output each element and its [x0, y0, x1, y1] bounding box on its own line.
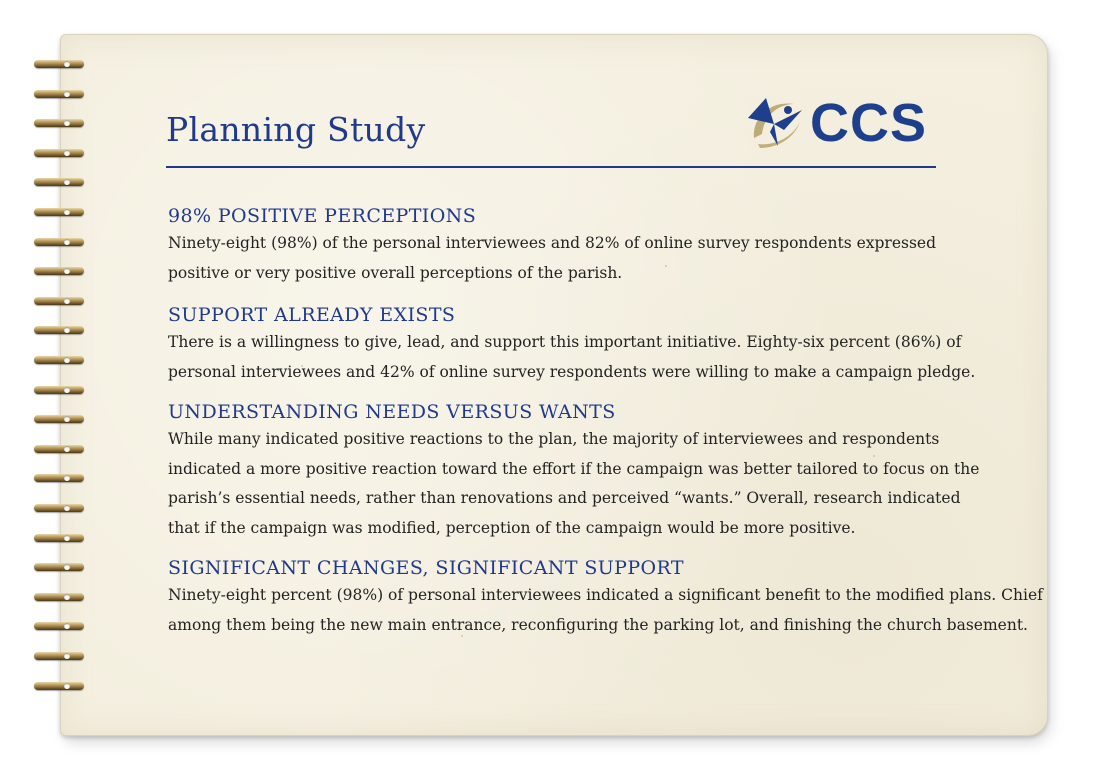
binding-hole [64, 505, 70, 511]
section-heading: SIGNIFICANT CHANGES, SIGNIFICANT SUPPORT [168, 557, 684, 579]
spiral-binding [34, 60, 86, 720]
spiral-wire [34, 504, 84, 512]
spiral-ring [34, 652, 84, 662]
title-divider [166, 166, 936, 168]
section-needs-versus-wants [168, 399, 1008, 543]
spiral-wire [34, 622, 84, 630]
spiral-ring [34, 149, 84, 159]
spiral-ring [34, 445, 84, 455]
ccs-bird-emblem-icon [744, 94, 808, 152]
spiral-ring [34, 534, 84, 544]
binding-hole [64, 150, 70, 156]
spiral-ring [34, 415, 84, 425]
spiral-ring [34, 326, 84, 336]
spiral-wire [34, 326, 84, 334]
spiral-wire [34, 208, 84, 216]
spiral-ring [34, 622, 84, 632]
binding-hole [64, 298, 70, 304]
page-title: Planning Study [166, 110, 426, 149]
binding-hole [64, 209, 70, 215]
spiral-wire [34, 386, 84, 394]
binding-hole [64, 535, 70, 541]
body-line: indicated a more positive reaction toward the effort if the campaign was better tailored to focus on the [168, 459, 980, 478]
body-line: parish’s essential needs, rather than renovations and perceived “wants.” Overall, research indicated [168, 489, 961, 507]
spiral-ring [34, 563, 84, 573]
spiral-wire [34, 297, 84, 305]
binding-hole [64, 653, 70, 659]
spiral-wire [34, 593, 84, 601]
section-body [168, 425, 1008, 543]
logo-text: CCS [810, 93, 928, 153]
body-line: While many indicated positive reactions to the plan, the majority of interviewees and respondents [168, 430, 940, 448]
spiral-ring [34, 356, 84, 366]
spiral-ring [34, 60, 84, 70]
spiral-wire [34, 149, 84, 157]
spiral-wire [34, 415, 84, 423]
spiral-wire [34, 119, 84, 127]
binding-hole [64, 683, 70, 689]
spiral-ring [34, 90, 84, 100]
section-body [168, 229, 1008, 288]
section-body [168, 328, 1008, 387]
section-significant-support [168, 555, 1043, 640]
spiral-wire [34, 356, 84, 364]
binding-hole [64, 594, 70, 600]
section-positive-perceptions [168, 203, 1008, 288]
spiral-ring [34, 504, 84, 514]
section-body [168, 581, 1043, 640]
spiral-wire [34, 90, 84, 98]
spiral-ring [34, 119, 84, 129]
body-line: There is a willingness to give, lead, and support this important initiative. Eighty-six percent (86%) of [168, 333, 962, 351]
spiral-wire [34, 563, 84, 571]
spiral-wire [34, 267, 84, 275]
body-line: Ninety-eight percent (98%) of personal interviewees indicated a significant benefit to the modified plans. Chief [168, 586, 1043, 604]
spiral-wire [34, 238, 84, 246]
spiral-ring [34, 238, 84, 248]
spiral-wire [34, 652, 84, 660]
body-line: that if the campaign was modified, perception of the campaign would be more positive. [168, 518, 856, 537]
spiral-ring [34, 474, 84, 484]
binding-hole [64, 357, 70, 363]
body-line: positive or very positive overall perceptions of the parish. [168, 263, 623, 282]
body-line: personal interviewees and 42% of online survey respondents were willing to make a campaign pledge. [168, 362, 976, 381]
section-support-exists [168, 302, 1008, 387]
section-heading: 98% POSITIVE PERCEPTIONS [168, 205, 477, 227]
spiral-wire [34, 178, 84, 186]
binding-hole [64, 91, 70, 97]
body-line: Ninety-eight (98%) of the personal interviewees and 82% of online survey respondents expressed [168, 234, 936, 252]
spiral-wire [34, 682, 84, 690]
spiral-wire [34, 474, 84, 482]
binding-hole [64, 446, 70, 452]
spiral-ring [34, 208, 84, 218]
spiral-wire [34, 60, 84, 68]
spiral-ring [34, 386, 84, 396]
spiral-ring [34, 593, 84, 603]
binding-hole [64, 387, 70, 393]
body-line: among them being the new main entrance, reconfiguring the parking lot, and finishing the church basement. [168, 615, 1028, 634]
study-content [168, 203, 1043, 652]
binding-hole [64, 61, 70, 67]
spiral-wire [34, 445, 84, 453]
section-heading: SUPPORT ALREADY EXISTS [168, 304, 456, 326]
ccs-logo [744, 92, 940, 154]
section-heading: UNDERSTANDING NEEDS VERSUS WANTS [168, 401, 616, 423]
binding-hole [64, 239, 70, 245]
spiral-ring [34, 682, 84, 692]
spiral-ring [34, 297, 84, 307]
spiral-wire [34, 534, 84, 542]
spiral-ring [34, 178, 84, 188]
spiral-ring [34, 267, 84, 277]
